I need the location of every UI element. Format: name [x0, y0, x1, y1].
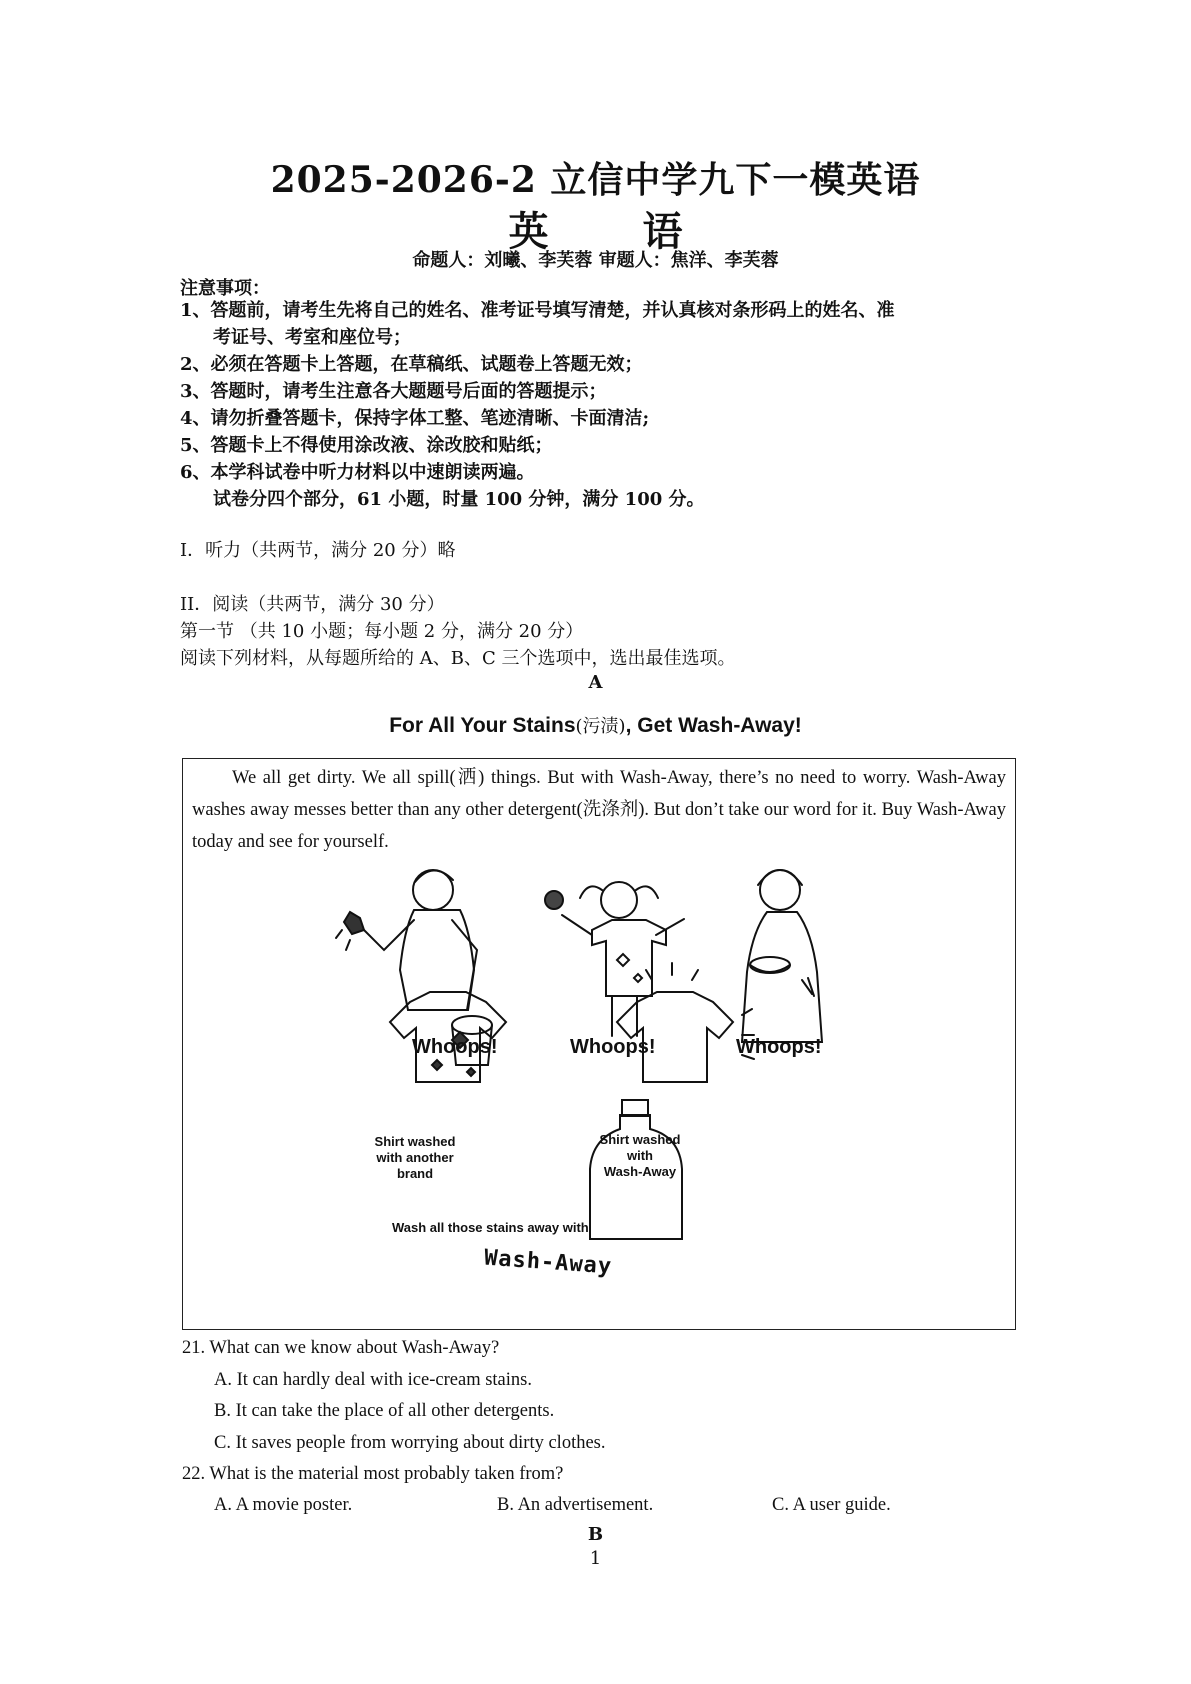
q21-option-a: A. It can hardly deal with ice-cream stains.	[214, 1370, 532, 1390]
note-item: 4、请勿折叠答题卡，保持字体工整、笔迹清晰、卡面清洁;	[180, 408, 650, 429]
caption-wash-away	[585, 1132, 695, 1180]
note-item: 6、本学科试卷中听力材料以中速朗读两遍。	[180, 462, 535, 483]
wash-away-logo: Wash-Away	[483, 1245, 613, 1280]
q21-option-c: C. It saves people from worrying about dirty clothes.	[214, 1433, 606, 1453]
exam-title: 2025-2026-2 立信中学九下一模英语	[270, 159, 921, 201]
note-item: 试卷分四个部分，61 小题，时量 100 分钟，满分 100 分。	[213, 489, 705, 510]
ad-title-cn: (污渍)	[575, 716, 626, 737]
notes-list	[180, 297, 1020, 513]
q21-option-b: B. It can take the place of all other detergents.	[214, 1401, 555, 1421]
girl-figure	[545, 882, 684, 1036]
authors-line: 命题人：刘曦、李芙蓉 审题人：焦洋、李芙蓉	[412, 250, 779, 271]
q22-option-b: B. An advertisement.	[497, 1495, 654, 1515]
question-22: 22. What is the material most probably taken from?	[182, 1464, 564, 1484]
note-item: 3、答题时，请考生注意各大题题号后面的答题提示；	[180, 381, 607, 402]
subject-title: 英 语	[508, 208, 723, 255]
notes-title: 注意事项：	[180, 278, 270, 299]
ad-title-part1: For All Your Stains	[389, 714, 576, 737]
whoops-label-girl: Whoops!	[570, 1036, 656, 1058]
caption-line: Shirt washed	[599, 1132, 681, 1147]
question-21: 21. What can we know about Wash-Away?	[182, 1338, 500, 1358]
note-item: 考证号、考室和座位号；	[213, 327, 411, 348]
part1-heading: 第一节 （共 10 小题；每小题 2 分，满分 20 分）	[180, 621, 584, 642]
reading-section: II．阅读（共两节，满分 30 分）	[180, 594, 445, 615]
q22-option-c: C. A user guide.	[772, 1495, 891, 1515]
ad-body-text: We all get dirty. We all spill(洒) things. But with Wash-Away, there’s no need to worry. Wash-Away washes away messes better than any other detergent(洗涤剂). But don’t take our word for it. Buy Wash-Away today and see for yourself.	[192, 768, 1006, 852]
whoops-label-woman: Whoops!	[736, 1036, 822, 1058]
passage-letter-a: A	[588, 672, 603, 693]
whoops-label-man: Whoops!	[412, 1036, 498, 1058]
passage-letter-b: B	[587, 1524, 604, 1545]
listening-section: I．听力（共两节，满分 20 分）略	[180, 540, 456, 561]
ad-title	[0, 712, 1191, 738]
woman-figure	[742, 870, 822, 1042]
caption-line: Wash-Away	[603, 1164, 677, 1179]
reading-instruction: 阅读下列材料，从每题所给的 A、B、C 三个选项中，选出最佳选项。	[180, 648, 736, 669]
caption-line: Shirt washed	[374, 1134, 456, 1149]
caption-bottom: Wash all those stains away with	[392, 1220, 589, 1235]
caption-other-brand	[360, 1134, 470, 1182]
q22-option-a: A. A movie poster.	[214, 1495, 353, 1515]
caption-line: brand	[396, 1166, 434, 1181]
page-number: 1	[589, 1548, 602, 1569]
note-item: 1、答题前，请考生先将自己的姓名、准考证号填写清楚，并认真核对条形码上的姓名、准	[180, 300, 895, 321]
caption-line: with another	[376, 1150, 454, 1165]
note-item: 2、必须在答题卡上答题，在草稿纸、试题卷上答题无效；	[180, 354, 643, 375]
note-item: 5、答题卡上不得使用涂改液、涂改胶和贴纸；	[180, 435, 553, 456]
ad-title-part2: , Get Wash-Away!	[625, 714, 802, 737]
caption-line: with	[627, 1148, 653, 1163]
